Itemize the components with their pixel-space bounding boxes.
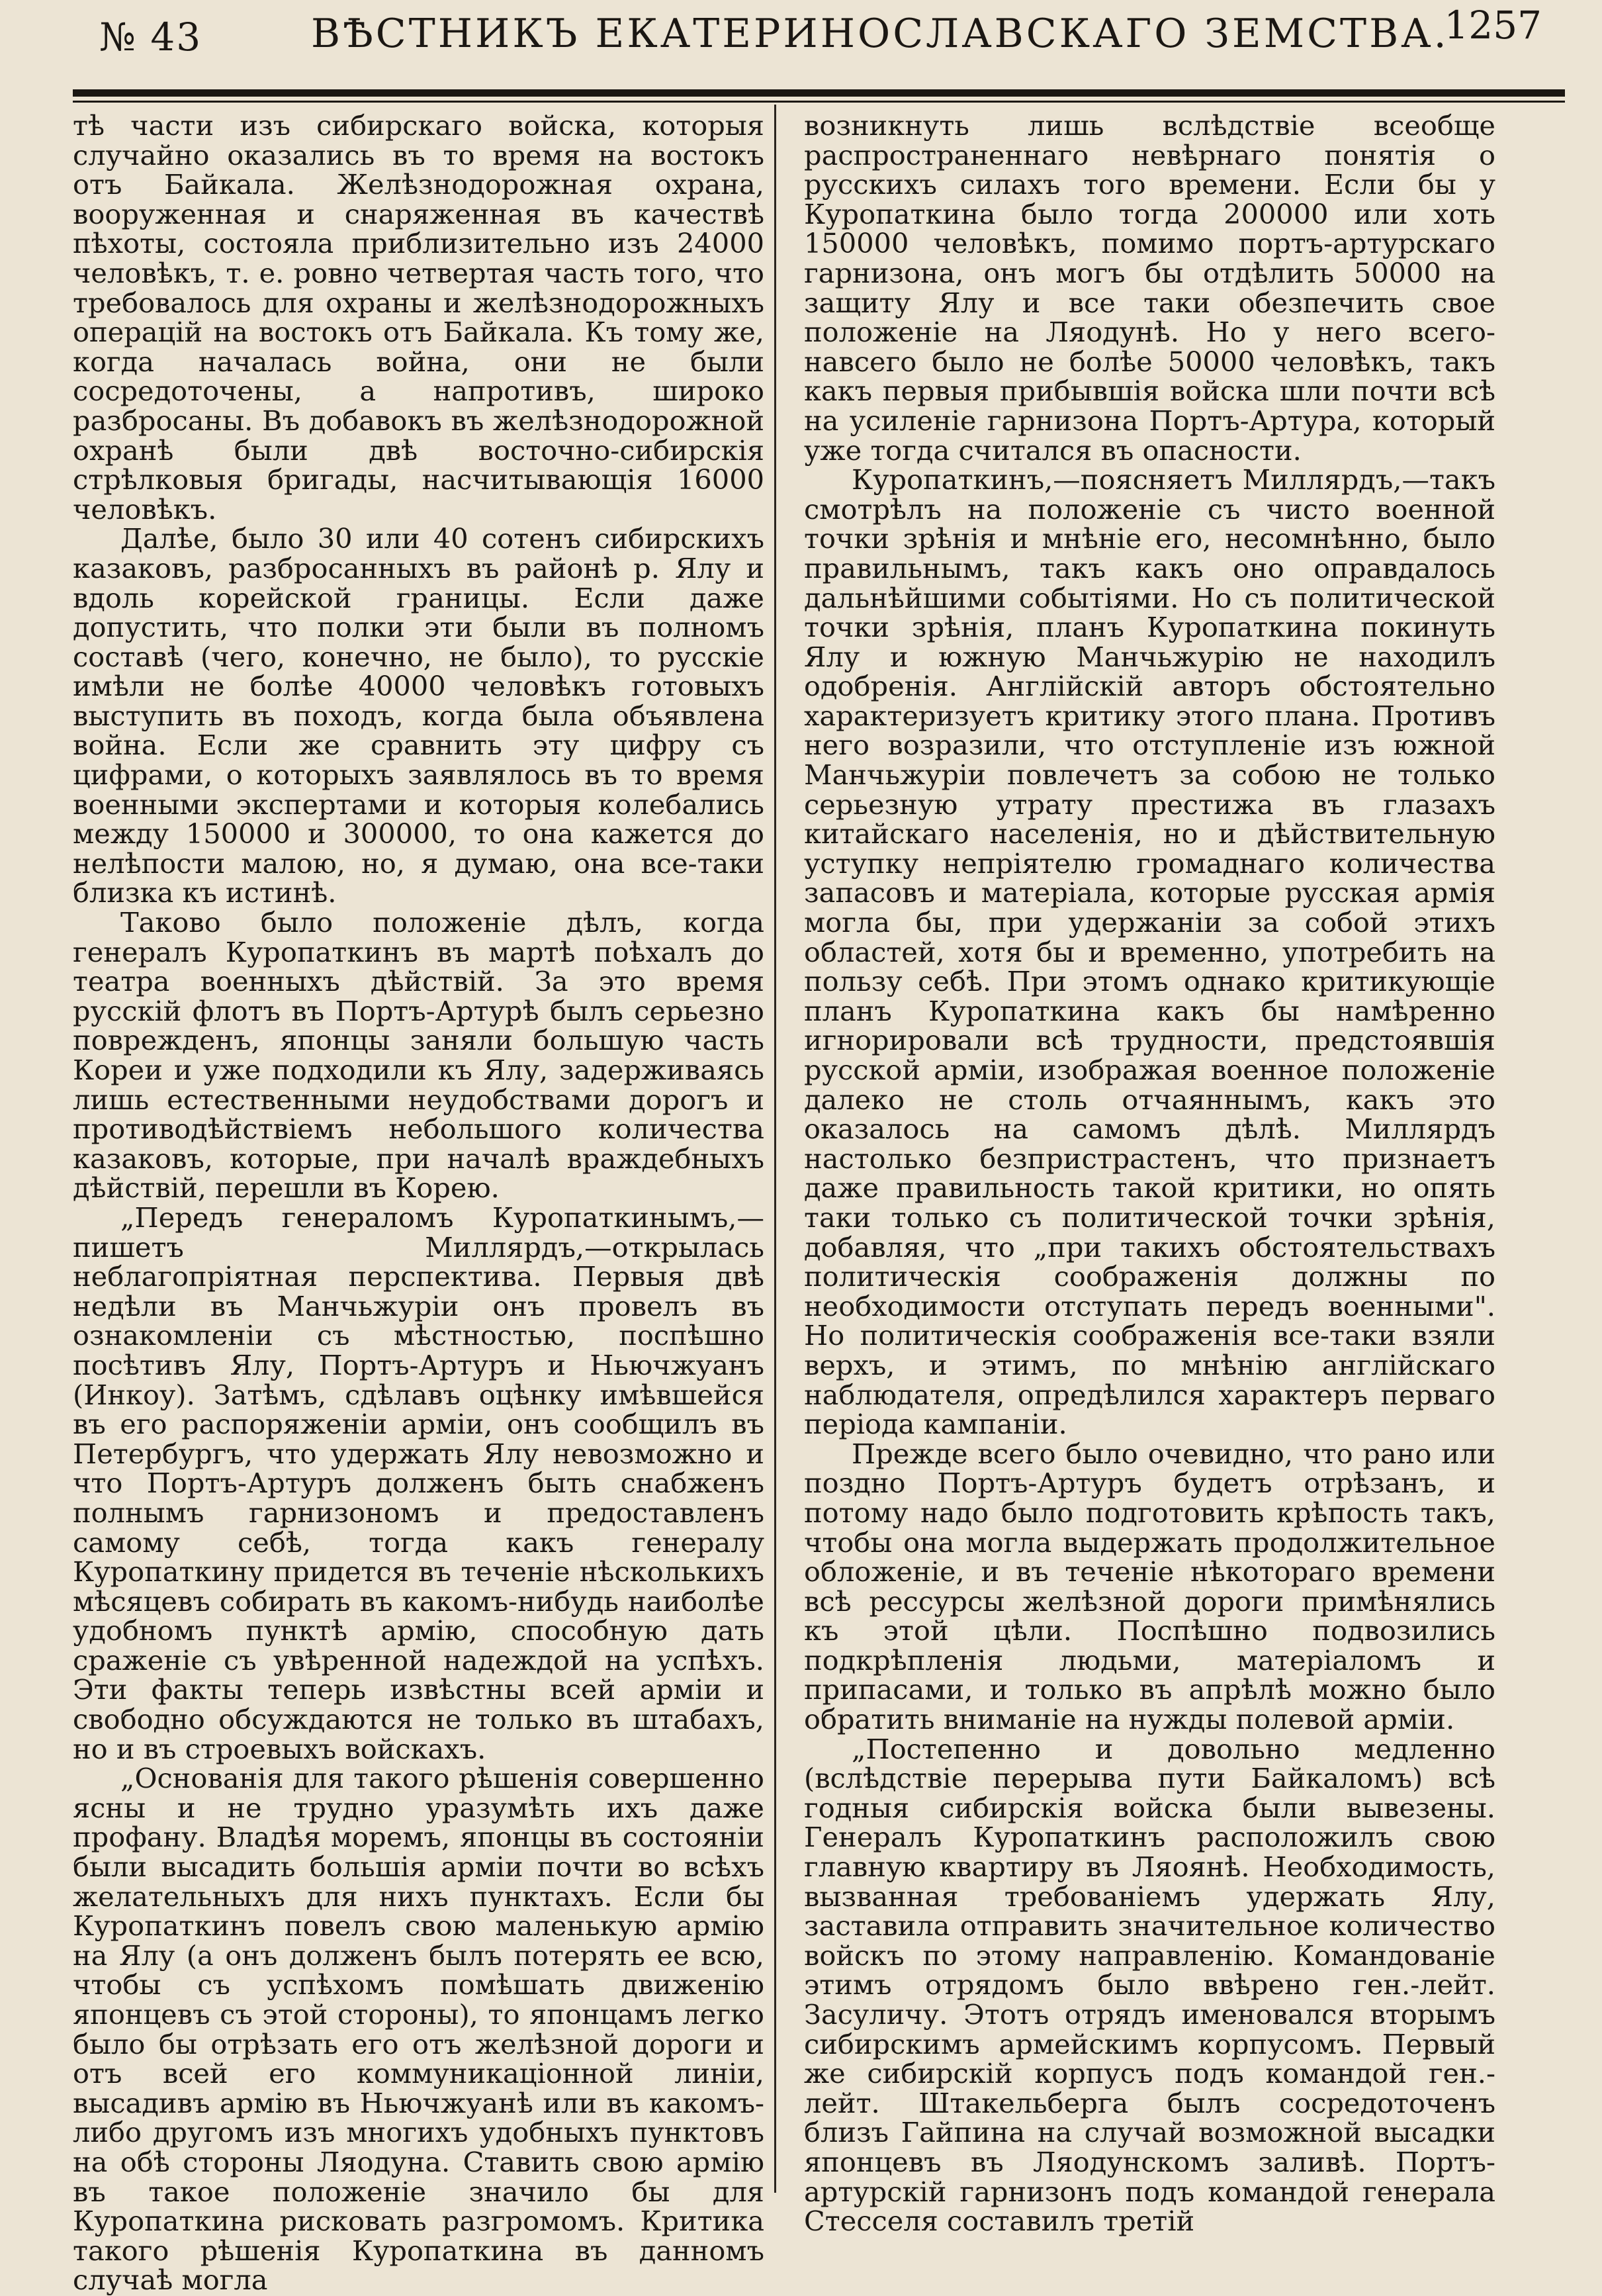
paragraph: „Основанія для такого рѣшенія совершенно ясны и не трудно уразумѣть ихъ даже профану. Владѣя моремъ, японцы въ состояніи были высадить большія арміи почти во всѣхъ желательныхъ для нихъ пунктахъ. Если бы Куропаткинъ повелъ свою маленькую армію на Ялу (а онъ долженъ былъ потерять ее всю, чтобы съ успѣхомъ помѣшать движенію японцевъ съ этой стороны), то японцамъ легко было бы отрѣзать его отъ желѣзной дороги и отъ всей его коммуникаціонной линіи, высадивъ армію въ Ньючжуанѣ или въ какомъ-либо другомъ изъ многихъ удобныхъ пунктовъ на обѣ стороны Ляодуна. Ставить свою армію въ такое положеніе значило бы для Куропаткина рисковать разгромомъ. Критика такого рѣшенія Куропаткина въ данномъ случаѣ могла	[73, 1762, 764, 2296]
paragraph: Прежде всего было очевидно, что рано или поздно Портъ-Артуръ будетъ отрѣзанъ, и потому надо было подготовить крѣпость такъ, чтобы она могла выдержать продолжительное обложеніе, и въ теченіе нѣкотораго времени всѣ рессурсы желѣзной дороги примѣнялись къ этой цѣли. Поспѣшно подвозились подкрѣпленія людьми, матеріаломъ и припасами, и только въ апрѣлѣ можно было обратить вниманіе на нужды полевой арміи.	[804, 1437, 1495, 1736]
paragraph: Куропаткинъ,—поясняетъ Миллярдъ,—такъ смотрѣлъ на положеніе съ чисто военной точки зрѣнія и мнѣніе его, несомнѣнно, было правильнымъ, такъ какъ оно оправдалось дальнѣйшими событіями. Но съ политической точки зрѣнія, планъ Куропаткина покинуть Ялу и южную Манчьжурію не находилъ одобренія. Англійскій авторъ обстоятельно характеризуетъ критику этого плана. Противъ него возразили, что отступленіе изъ южной Манчьжуріи повлечетъ за собою не только серьезную утрату престижа въ глазахъ китайскаго населенія, но и дѣйствительную уступку непріятелю громаднаго количества запасовъ и матеріала, которые русская армія могла бы, при удержаніи за собой этихъ областей, хотя бы и временно, употребить на пользу себѣ. При этомъ однако критикующіе планъ Куропаткина какъ бы намѣренно игнорировали всѣ трудности, предстоявшія русской арміи, изображая военное положеніе далеко не столь отчаяннымъ, какъ это оказалось на самомъ дѣлѣ. Миллярдъ настолько безпристрастенъ, что признаетъ даже правильность такой критики, но опять таки только съ политической точки зрѣнія, добавляя, что „при такихъ обстоятельствахъ политическія соображенія должны по необходимости отступать передъ военными". Но политическія соображенія все-таки взяли верхъ, и этимъ, по мнѣнію англійскаго наблюдателя, опредѣлился характеръ перваго періода кампаніи.	[804, 463, 1495, 1441]
paragraph: тѣ части изъ сибирскаго войска, которыя случайно оказались въ то время на востокъ отъ Байкала. Желѣзнодорожная охрана, вооруженная и снаряженная въ качествѣ пѣхоты, состояла приблизительно изъ 24000 человѣкъ, т. е. ровно четвертая часть того, что требовалось для охраны и желѣзнодорожныхъ операцій на востокъ отъ Байкала. Къ тому же, когда началась война, они не были сосредоточены, а напротивъ, широко разбросаны. Въ добавокъ въ желѣзнодорожной охранѣ были двѣ восточно-сибирскія стрѣлковыя бригады, насчитывающія 16000 человѣкъ.	[73, 109, 764, 526]
paragraph: Таково было положеніе дѣлъ, когда генералъ Куропаткинъ въ мартѣ поѣхалъ до театра военныхъ дѣйствій. За это время русскій флотъ въ Портъ-Артурѣ былъ серьезно поврежденъ, японцы заняли большую часть Кореи и уже подходили къ Ялу, задерживаясь лишь естественными неудобствами дорогъ и противодѣйствіемъ небольшого количества казаковъ, которые, при началѣ враждебныхъ дѣйствій, перешли въ Корею.	[73, 906, 764, 1205]
column-divider	[774, 105, 776, 2193]
left-column	[73, 109, 764, 2296]
page-header	[73, 0, 1542, 79]
page-number: 1257	[1444, 3, 1542, 48]
right-column	[804, 109, 1495, 2238]
header-rule-thin	[73, 101, 1565, 103]
paragraph: „Постепенно и довольно медленно (вслѣдствіе перерыва пути Байкаломъ) всѣ годныя сибирскія войска были вывезены. Генералъ Куропаткинъ расположилъ свою главную квартиру въ Ляоянѣ. Необходимость, вызванная требованіемъ удержать Ялу, заставила отправить значительное количество войскъ по этому направленію. Командованіе этимъ отрядомъ было ввѣрено ген.-лейт. Засуличу. Этотъ отрядъ именовался вторымъ сибирскимъ армейскимъ корпусомъ. Первый же сибирскій корпусъ подъ командой ген.-лейт. Штакельберга былъ сосредоточенъ близъ Гайпина на случай возможной высадки японцевъ въ Ляодунскомъ заливѣ. Портъ-артурскій гарнизонъ подъ командой генерала Стесселя составилъ третій	[804, 1732, 1495, 2238]
header-rule-thick	[73, 89, 1565, 97]
paragraph: возникнуть лишь вслѣдствіе всеобще распространеннаго невѣрнаго понятія о русскихъ силахъ того времени. Если бы у Куропаткина было тогда 200000 или хоть 150000 человѣкъ, помимо портъ-артурскаго гарнизона, онъ могъ бы отдѣлить 50000 на защиту Ялу и все таки обезпечить свое положеніе на Ляодунѣ. Но у него всего-навсего было не болѣе 50000 человѣкъ, такъ какъ первыя прибывшія войска шли почти всѣ на усиленіе гарнизона Портъ-Артура, который уже тогда считался въ опасности.	[804, 109, 1495, 467]
paragraph: Далѣе, было 30 или 40 сотенъ сибирскихъ казаковъ, разбросанныхъ въ районѣ р. Ялу и вдоль корейской границы. Если даже допустить, что полки эти были въ полномъ составѣ (чего, конечно, не было), то русскіе имѣли не болѣе 40000 человѣкъ готовыхъ выступить въ походъ, когда была объявлена война. Если же сравнить эту цифру съ цифрами, о которыхъ заявлялось въ то время военными экспертами и которыя колебались между 150000 и 300000, то она кажется до нелѣпости малою, но, я думаю, она все-таки близка къ истинѣ.	[73, 522, 764, 909]
issue-number: № 43	[99, 15, 202, 60]
journal-title: ВѢСТНИКЪ ЕКАТЕРИНОСЛАВСКАГО ЗЕМСТВА.	[311, 11, 1449, 57]
paragraph: „Передъ генераломъ Куропаткинымъ,—пишетъ Миллярдъ,—открылась неблагопріятная перспектива. Первыя двѣ недѣли въ Манчьжуріи онъ провелъ въ ознакомленіи съ мѣстностью, поспѣшно посѣтивъ Ялу, Портъ-Артуръ и Ньючжуанъ (Инкоу). Затѣмъ, сдѣлавъ оцѣнку имѣвшейся въ его распоряженіи арміи, онъ сообщилъ въ Петербургъ, что удержать Ялу невозможно и что Портъ-Артуръ долженъ быть снабженъ полнымъ гарнизономъ и предоставленъ самому себѣ, тогда какъ генералу Куропаткину придется въ теченіе нѣсколькихъ мѣсяцевъ собирать въ какомъ-нибудь наиболѣе удобномъ пунктѣ армію, способную дать сраженіе съ увѣренной надеждой на успѣхъ. Эти факты теперь извѣстны всей арміи и свободно обсуждаются не только въ штабахъ, но и въ строевыхъ войскахъ.	[73, 1201, 764, 1765]
